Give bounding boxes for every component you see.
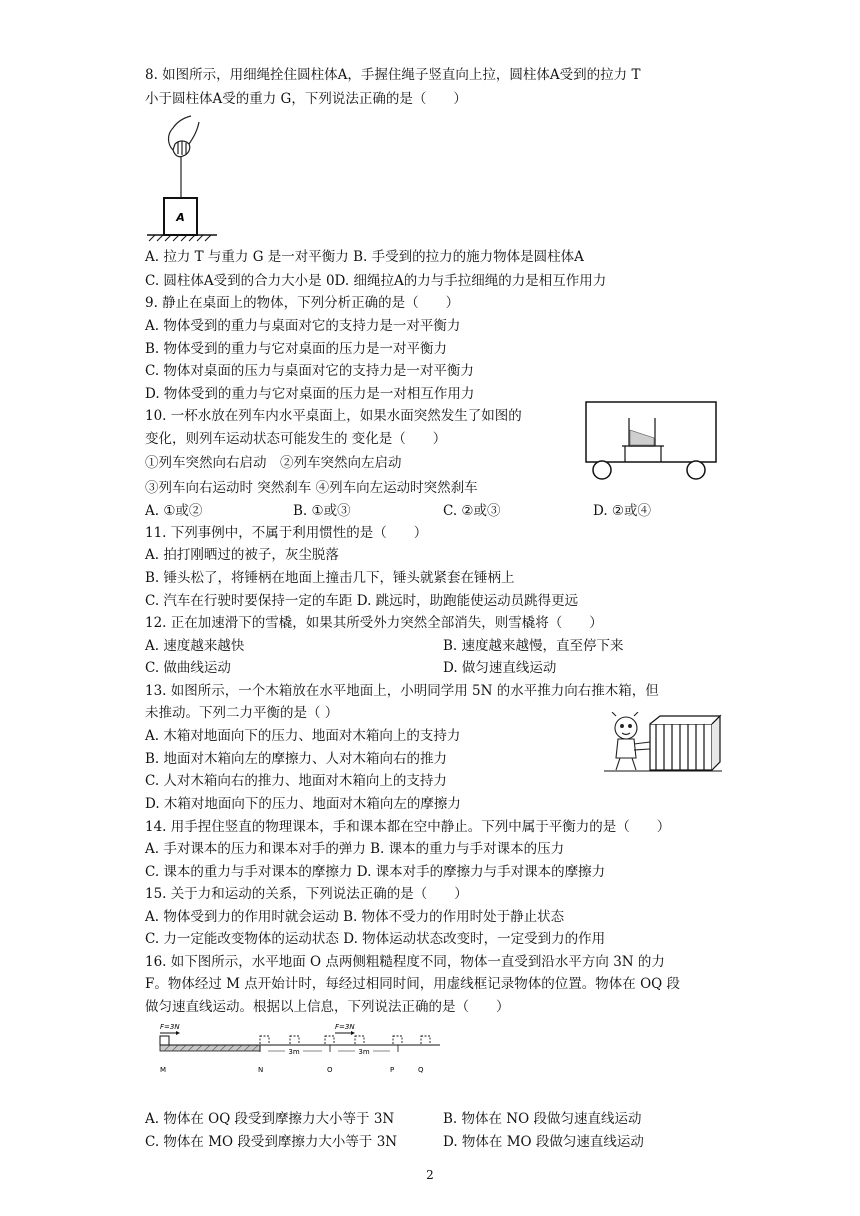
train-wheel-right bbox=[687, 461, 705, 479]
wooden-box bbox=[650, 716, 720, 770]
q12-stem: 12. 正在加速滑下的雪橇，如果其所受外力突然全部消失，则雪橇将（ ） bbox=[145, 615, 603, 631]
q16-stem-line3: 做匀速直线运动。根据以上信息，下列说法正确的是（ ） bbox=[145, 999, 510, 1015]
train-wheel-left bbox=[593, 461, 611, 479]
dimension-label-1: 3m bbox=[288, 1048, 300, 1056]
point-label-p: P bbox=[390, 1066, 395, 1074]
point-label-m: M bbox=[160, 1066, 167, 1074]
q14-stem: 14. 用手捏住竖直的物理课本，手和课本都在空中静止。下列中属于平衡力的是（ ） bbox=[145, 819, 671, 835]
q16-option-c: C. 物体在 MO 段受到摩擦力大小等于 3N bbox=[145, 1134, 398, 1150]
q9-stem: 9. 静止在桌面上的物体，下列分析正确的是（ ） bbox=[145, 295, 460, 311]
q16-stem-line1: 16. 如下图所示，水平地面 O 点两侧粗糙程度不同，物体一直受到沿水平方向 3N 的力 bbox=[145, 954, 665, 970]
q13-stem-line1: 13. 如图所示，一个木箱放在水平地面上，小明同学用 5N 的水平推力向右推木箱，但 bbox=[145, 683, 659, 699]
object-frame-1 bbox=[290, 1036, 299, 1045]
hand-icon bbox=[169, 116, 200, 157]
force-arrowhead-2 bbox=[351, 1031, 355, 1035]
q13-stem-line2: 未推动。下列二力平衡的是（ ） bbox=[145, 705, 339, 721]
q13-option-b: B. 地面对木箱向左的摩擦力、人对木箱向右的推力 bbox=[145, 751, 448, 767]
object-frame-q bbox=[421, 1036, 430, 1045]
q8-figure-hand-cylinder bbox=[145, 114, 220, 242]
q8-stem-line2: 小于圆柱体A受的重力 G，下列说法正确的是（ ） bbox=[145, 91, 467, 107]
q15-option-cd: C. 力一定能改变物体的运动状态 D. 物体运动状态改变时，一定受到力的作用 bbox=[145, 931, 606, 947]
q16-option-a: A. 物体在 OQ 段受到摩擦力大小等于 3N bbox=[145, 1111, 395, 1127]
q14-option-ab: A. 手对课本的压力和课本对手的弹力 B. 课本的重力与手对课本的压力 bbox=[145, 841, 565, 857]
object-at-m bbox=[160, 1036, 169, 1045]
q12-option-c: C. 做曲线运动 bbox=[145, 660, 231, 676]
cylinder-label: A bbox=[176, 211, 185, 224]
q11-option-a: A. 拍打刚晒过的被子，灰尘脱落 bbox=[145, 547, 339, 563]
dimension-label-2: 3m bbox=[358, 1048, 370, 1056]
q10-option-b: B. ①或③ bbox=[293, 503, 351, 519]
point-label-n: N bbox=[258, 1066, 264, 1074]
point-label-q: Q bbox=[418, 1066, 424, 1074]
q11-option-cd: C. 汽车在行驶时要保持一定的车距 D. 跳远时，助跑能使运动员跳得更远 bbox=[145, 593, 579, 609]
q10-option-a: A. ①或② bbox=[145, 503, 203, 519]
q11-option-b: B. 锤头松了，将锤柄在地面上撞击几下，锤头就紧套在锤柄上 bbox=[145, 570, 515, 586]
q16-option-d: D. 物体在 MO 段做匀速直线运动 bbox=[443, 1134, 644, 1150]
q15-option-ab: A. 物体受到力的作用时就会运动 B. 物体不受力的作用时处于静止状态 bbox=[145, 909, 565, 925]
q13-option-a: A. 木箱对地面向下的压力、地面对木箱向上的支持力 bbox=[145, 728, 461, 744]
object-frame-o bbox=[325, 1036, 334, 1045]
force-label-1: F=3N bbox=[160, 1023, 180, 1031]
q13-option-c: C. 人对木箱向右的推力、地面对木箱向上的支持力 bbox=[145, 773, 447, 789]
q8-option-ab: A. 拉力 T 与重力 G 是一对平衡力 B. 手受到的拉力的施力物体是圆柱体A bbox=[145, 249, 584, 265]
person-icon bbox=[612, 712, 650, 770]
q12-option-d: D. 做匀速直线运动 bbox=[443, 660, 557, 676]
q9-option-d: D. 物体受到的重力与它对桌面的压力是一对相互作用力 bbox=[145, 386, 475, 402]
q16-option-b: B. 物体在 NO 段做匀速直线运动 bbox=[443, 1111, 642, 1127]
q9-option-c: C. 物体对桌面的压力与桌面对它的支持力是一对平衡力 bbox=[145, 363, 474, 379]
page-number: 2 bbox=[426, 1168, 434, 1182]
q10-option-d: D. ②或④ bbox=[593, 503, 652, 519]
q10-choices-line2: ③列车向右运动时 突然刹车 ④列车向左运动时突然刹车 bbox=[145, 480, 478, 496]
q12-option-a: A. 速度越来越快 bbox=[145, 638, 245, 654]
force-arrowhead-1 bbox=[176, 1031, 180, 1035]
q10-stem-line2: 变化，则列车运动状态可能发生的 变化是（ ） bbox=[145, 431, 447, 447]
q9-option-b: B. 物体受到的重力与它对桌面的压力是一对平衡力 bbox=[145, 341, 448, 357]
q10-figure-train-cup bbox=[584, 400, 720, 484]
q14-option-cd: C. 课本的重力与手对课本的摩擦力 D. 课本对手的摩擦力与手对课本的摩擦力 bbox=[145, 864, 606, 880]
q8-stem-line1: 8. 如图所示，用细绳拴住圆柱体A，手握住绳子竖直向上拉，圆柱体A受到的拉力 T bbox=[145, 67, 641, 83]
object-frame-p bbox=[393, 1036, 402, 1045]
object-frame-2 bbox=[355, 1036, 364, 1045]
q10-stem-line1: 10. 一杯水放在列车内水平桌面上，如果水面突然发生了如图的 bbox=[145, 408, 522, 424]
q16-stem-line2: F。物体经过 M 点开始计时，每经过相同时间，用虚线框记录物体的位置。物体在 OQ 段 bbox=[145, 976, 680, 992]
point-label-o: O bbox=[327, 1066, 333, 1074]
q9-option-a: A. 物体受到的重力与桌面对它的支持力是一对平衡力 bbox=[145, 318, 461, 334]
q10-option-c: C. ②或③ bbox=[443, 503, 501, 519]
object-frame-n bbox=[260, 1036, 269, 1045]
q13-figure-person-pushing-box bbox=[604, 712, 722, 774]
q12-option-b: B. 速度越来越慢，直至停下来 bbox=[443, 638, 624, 654]
q10-choices-line1: ①列车突然向右启动 ②列车突然向左启动 bbox=[145, 455, 402, 471]
train-carriage bbox=[586, 402, 716, 462]
q16-figure-motion-track bbox=[150, 1022, 450, 1078]
force-label-2: F=3N bbox=[335, 1023, 355, 1031]
q11-stem: 11. 下列事例中，不属于利用惯性的是（ ） bbox=[145, 525, 428, 541]
q8-option-cd: C. 圆柱体A受到的合力大小是 0D. 细绳拉A的力与手拉细绳的力是相互作用力 bbox=[145, 273, 607, 289]
q13-option-d: D. 木箱对地面向下的压力、地面对木箱向左的摩擦力 bbox=[145, 796, 461, 812]
q15-stem: 15. 关于力和运动的关系，下列说法正确的是（ ） bbox=[145, 886, 468, 902]
